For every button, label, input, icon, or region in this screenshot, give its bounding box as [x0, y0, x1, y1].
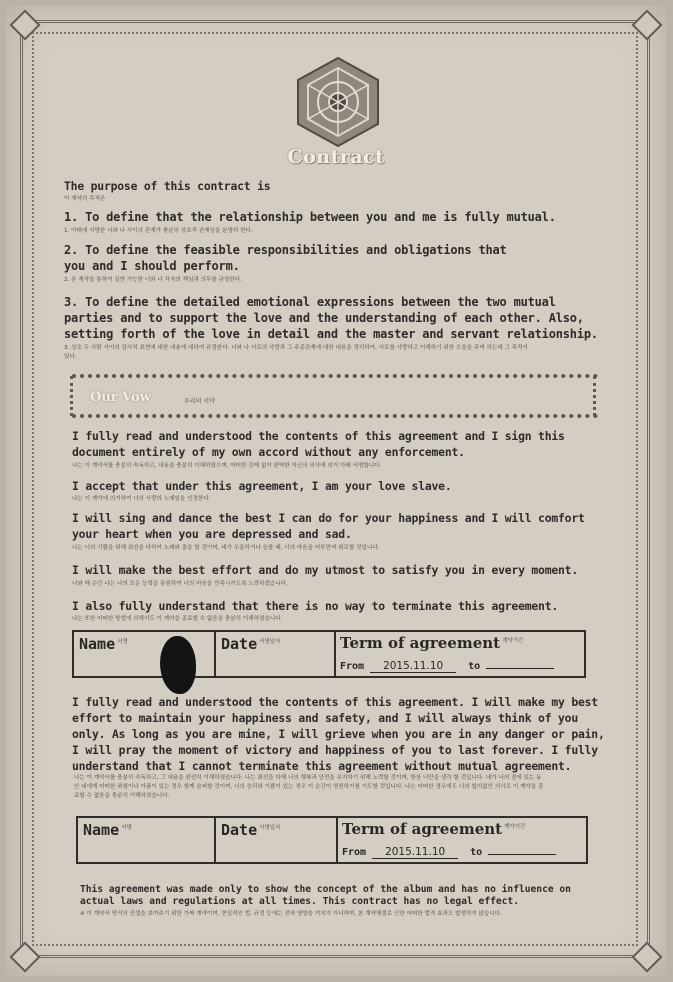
vow-2-kor: 나는 이 계약에 의거하여 너의 사랑의 노예임을 인정한다. [72, 496, 211, 502]
purpose-heading: The purpose of this contract is [64, 179, 271, 193]
vow-1: I fully read and understood the contents of this agreement and I sign this document entirely of my own accord without any enforcement. [72, 429, 565, 459]
to-date-2 [488, 854, 556, 855]
purpose-item-2-kor: 2. 본 계약을 통하여 실현 가능한 너와 나 각자의 책임과 의무를 규정한다. [64, 277, 242, 283]
contract-title: Contract [287, 146, 385, 168]
legal-disclaimer-kor: ※ 이 계약서 양식의 컨셉을 보여주기 위한 가짜 계약이며, 현실적인 법, 규정 등에는 전혀 영향을 끼치지 아니하며, 본 계약체결로 인한 어떠한 법적 효과도 발생하지 않습니다. [80, 911, 502, 917]
term-cell[interactable] [336, 632, 584, 676]
emblem-icon [288, 56, 388, 148]
purpose-item-3-kor: 3. 상호 두 사람 사이의 감사적 표현에 대한 내용에 대하여 규정한다. 너와 나 서로의 사랑과 그 주종관계에 대한 내용을 정리하여, 서로를 사랑하고 이해하기 위한 도움을 주며 하는데 그 목적이 있다. [64, 345, 528, 360]
vow-5: I also fully understand that there is no way to terminate this agreement. [72, 599, 559, 613]
name-cell-2[interactable] [78, 818, 216, 862]
term-from-to: From 2015.11.10 to [340, 660, 554, 673]
purpose-item-2: 2. To define the feasible responsibilities and obligations that you and I should perform. [64, 243, 507, 273]
from-date-2: 2015.11.10 [372, 846, 458, 859]
closing-statement-kor: 나는 이 계약서를 충분히 숙독하고, 그 내용을 완전히 이해하였습니다. 나는 최선을 다해 너의 행복과 안전을 유지하기 위해 노력할 것이며, 항상 너만을 생각 할 것입니다. 네가 나의 곁에 있는 동안 네에게 어떠한 위험이나 아픔이 있는 경우 함께 슬퍼할 것이며, 너의 승리와 기쁨이 있는 경우 이 순간이 영원하기를 기도할 것입니다. 나는 어떠한 경우에도 너의 합의없인 의사로 이 계약을 종료할 수 없음을 충분히 이해하였습니다. [74, 775, 544, 799]
legal-disclaimer: This agreement was made only to show the concept of the album and has no influence on actual laws and regulations at all times. This contract has no legal effect. [80, 884, 571, 907]
date-label-2: Date $^{서명일자}$ [221, 821, 281, 839]
signature-block-2 [76, 816, 588, 864]
name-label-2: Name $^{서명}$ [83, 821, 132, 839]
our-vow-title: Our Vow [90, 390, 151, 405]
date-cell-2[interactable] [216, 818, 338, 862]
purpose-heading-kor: 이 계약의 목적은 [64, 196, 106, 202]
date-cell[interactable] [216, 632, 336, 676]
vow-1-kor: 나는 이 계약서를 충분히 숙독하고, 내용을 충분히 이해하였으며, 어떠한 강제 없이 완벽한 자신의 의사에 의거 아래 서명합니다. [72, 463, 382, 469]
purpose-item-3: 3. To define the detailed emotional expressions between the two mutual parties and to support the love and the understanding of each other. Also, setting forth of the love in detail and the master and servant relationship. [64, 295, 598, 341]
our-vow-banner [72, 374, 598, 418]
to-date [486, 668, 554, 669]
redacted-signature [160, 636, 196, 694]
term-cell-2[interactable] [338, 818, 586, 862]
our-vow-kor: 우리의 서약 [184, 398, 215, 405]
purpose-item-1: 1. To define that the relationship between you and me is fully mutual. [64, 210, 556, 224]
name-label: Name $^{서명}$ [79, 635, 128, 653]
vow-4-kor: 너와 매 순간 나는 나의 모든 능력을 동원하여 너의 마음을 만족시키도록 노력하겠습니다. [72, 581, 288, 587]
purpose-item-1-kor: 1. 아래에 서명한 너와 나 사이의 관계가 충분히 상호적 관계임을 분명히 한다. [64, 228, 253, 234]
term-from-to-2: From 2015.11.10 to [342, 846, 556, 859]
contract-sheet [6, 6, 666, 976]
from-date: 2015.11.10 [370, 660, 456, 673]
vow-4: I will make the best effort and do my utmost to satisfy you in every moment. [72, 563, 578, 577]
closing-statement: I fully read and understood the contents of this agreement. I will make my best effort to maintain your happiness and safety, and I will always think of you only. As long as you are mine, I will grieve when you are in any danger or pain, I will pray the moment of victory and happiness of you to last forever. I fully understand that I cannot terminate this agreement without mutual agreement. [72, 695, 605, 773]
vow-3: I will sing and dance the best I can do for your happiness and I will comfort your heart when you are depressed and sad. [72, 511, 585, 541]
term-label: Term of agreement $^{계약기간}$ [340, 634, 524, 652]
vow-5-kor: 나는 또한 어떠한 방법에 의해서도 이 계약을 종료할 수 없음을 충분히 이해하였습니다. [72, 616, 283, 622]
signature-block-1 [72, 630, 586, 678]
term-label-2: Term of agreement $^{계약기간}$ [342, 820, 526, 838]
date-label: Date $^{서명일자}$ [221, 635, 281, 653]
name-cell[interactable] [74, 632, 216, 676]
vow-2: I accept that under this agreement, I am your love slave. [72, 479, 452, 493]
vow-3-kor: 나는 너의 기쁨을 위해 최선을 다하여 노래와 춤을 할 것이며, 네가 우울하거나 슬플 때, 너의 마음을 어루만져 위로할 것입니다. [72, 545, 380, 551]
